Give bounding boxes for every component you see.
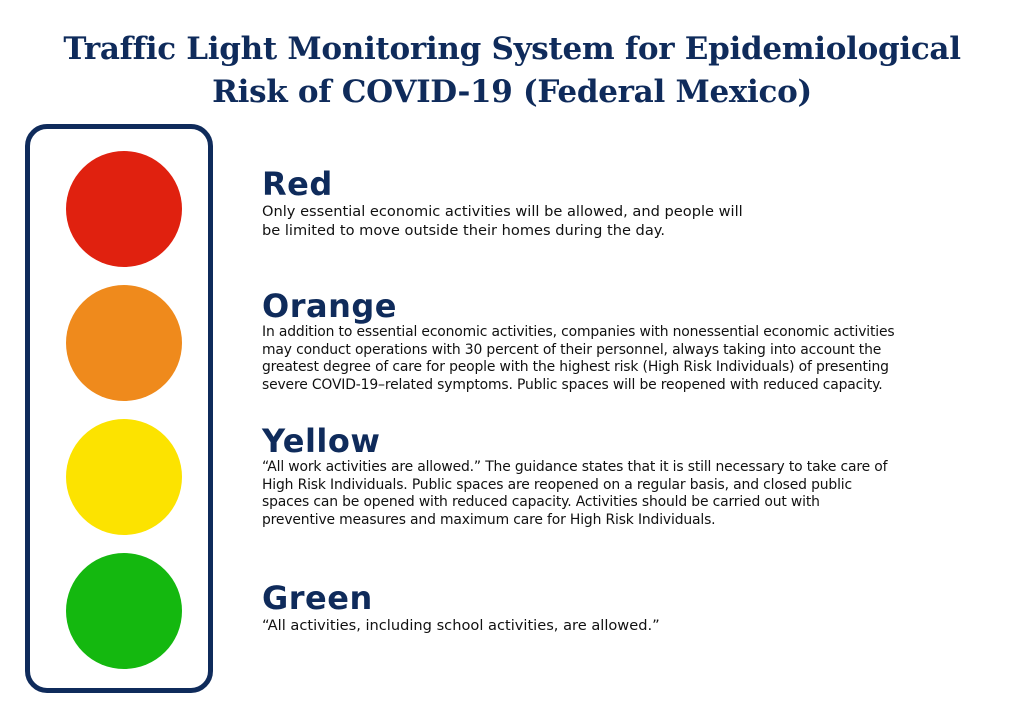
description-line: may conduct operations with 30 percent of their personnel, always taking into account the (262, 341, 882, 358)
level-heading-red: Red (262, 165, 333, 203)
description-line: be limited to move outside their homes during the day. (262, 222, 665, 239)
description-line: “All work activities are allowed.” The guidance states that it is still necessary to take care of (262, 459, 888, 475)
green-light (66, 553, 182, 669)
level-orange (262, 287, 1012, 394)
yellow-light (66, 419, 182, 535)
description-line: “All activities, including school activities, are allowed.” (262, 617, 660, 634)
level-description-yellow (262, 459, 1012, 529)
page-title (0, 28, 1024, 114)
level-yellow (262, 422, 1012, 529)
description-line: preventive measures and maximum care for High Risk Individuals. (262, 511, 716, 528)
description-line: severe COVID-19–related symptoms. Public spaces will be reopened with reduced capacity. (262, 376, 883, 393)
description-line: High Risk Individuals. Public spaces are reopened on a regular basis, and closed public (262, 476, 852, 493)
level-green (262, 579, 1012, 635)
level-description-green (262, 616, 1012, 635)
level-description-red (262, 202, 1012, 240)
level-red (262, 165, 1012, 240)
level-heading-green: Green (262, 579, 373, 617)
orange-light (66, 285, 182, 401)
red-light (66, 151, 182, 267)
level-description-orange (262, 324, 1012, 394)
level-heading-yellow: Yellow (262, 422, 381, 460)
description-line: greatest degree of care for people with the highest risk (High Risk Individuals) of presenting (262, 359, 889, 375)
level-heading-orange: Orange (262, 287, 397, 325)
page-title-line-1: Traffic Light Monitoring System for Epidemiological (63, 31, 961, 67)
description-line: spaces can be opened with reduced capacity. Activities should be carried out with (262, 494, 820, 510)
page-title-line-2: Risk of COVID-19 (Federal Mexico) (212, 74, 812, 110)
description-line: In addition to essential economic activities, companies with nonessential economic activities (262, 324, 895, 340)
description-line: Only essential economic activities will be allowed, and people will (262, 203, 743, 220)
